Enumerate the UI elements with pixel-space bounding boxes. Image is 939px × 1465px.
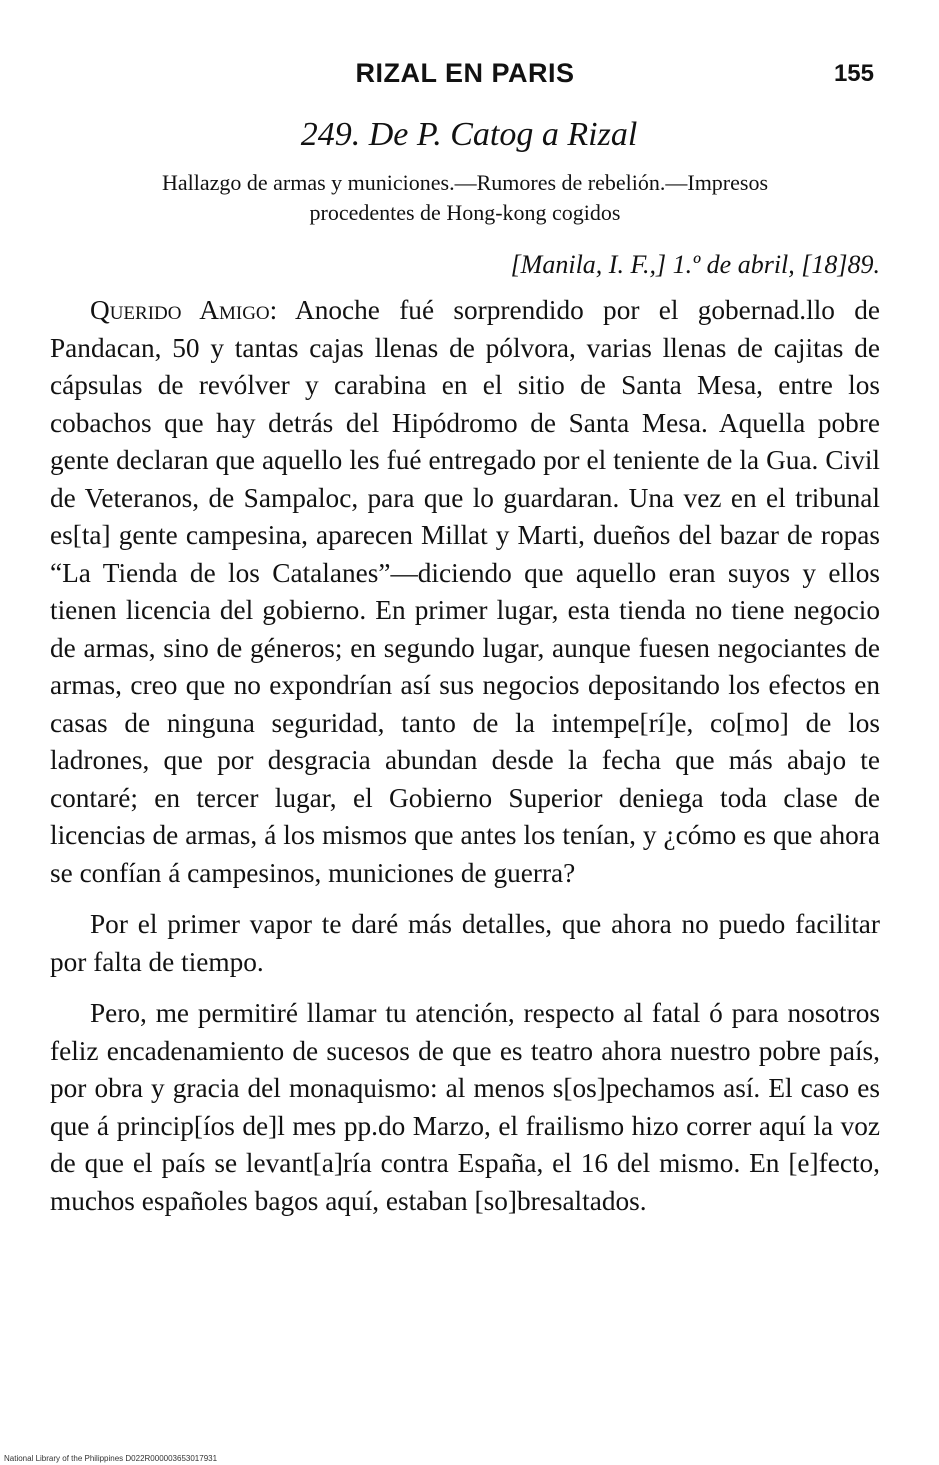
summary-line: Hallazgo de armas y municiones.—Rumores de rebelión.—Impresos <box>161 170 769 195</box>
letter-body <box>50 292 880 1220</box>
paragraph: Por el primer vapor te daré más detalles, que ahora no puedo facilitar por falta de tiempo. <box>50 909 880 977</box>
document-page <box>50 50 880 1220</box>
paragraph-text: Anoche fué sorprendido por el gobernad.llo de Pandacan, 50 y tantas cajas llenas de pólvora, varias llenas de cajitas de cápsulas de revólver y carabina en el sitio de Santa Mesa, entre los cobachos que hay detrás del Hipódromo de Santa Mesa. Aquella pobre gente declaran que aquello les fué entregado por el teniente de la Gua. Civil de Veteranos, de Sampaloc, para que lo guardaran. Una vez en el tribunal es[ta] gente campesina, aparecen Millat y Marti, dueños del bazar de ropas “La Tienda de los Catalanes”—diciendo que aquello eran suyos y ellos tienen licencia del gobierno. En primer lugar, esta tienda no tiene negocio de armas, sino de géneros; en segundo lugar, aunque fuesen negociantes de armas, creo que no expondrían así sus negocios depositando los efectos en casas de ninguna seguridad, tanto de la intempe[rí]e, co[mo] de los ladrones, que por desgracia abundan desde la fecha que más abajo te contaré; en tercer lugar, el Gobierno Superior deniega toda clase de licencias de armas, á los mismos que antes los tenían, y ¿cómo es que ahora se confían á campesinos, municiones de guerra? <box>50 295 880 888</box>
letter-dateline: [Manila, I. F.,] 1.º de abril, [18]89. <box>510 250 880 279</box>
running-title: RIZAL EN PARIS <box>355 58 575 88</box>
paragraph: Pero, me permitiré llamar tu atención, respecto al fatal ó para nosotros feliz encadenamiento de sucesos de que es teatro ahora nuestro pobre país, por obra y gracia del monaquismo: al menos s[os]pechamos así. El caso es que á princip[íos de]l mes pp.do Marzo, el frailismo hizo correr aquí la voz de que el país se levant[a]ría contra España, el 16 del mismo. En [e]fecto, muchos españoles bagos aquí, estaban [so]bresaltados. <box>50 998 880 1216</box>
salutation: Querido Amigo: <box>90 295 278 325</box>
letter-title: 249. De P. Catog a Rizal <box>300 116 638 153</box>
library-credit: National Library of the Philippines D022R000003653017931 <box>4 1454 218 1463</box>
running-header <box>50 50 880 94</box>
page-number: 155 <box>833 60 874 87</box>
summary-line: procedentes de Hong-kong cogidos <box>309 200 621 225</box>
paragraph <box>50 292 880 892</box>
letter-summary <box>50 168 880 228</box>
